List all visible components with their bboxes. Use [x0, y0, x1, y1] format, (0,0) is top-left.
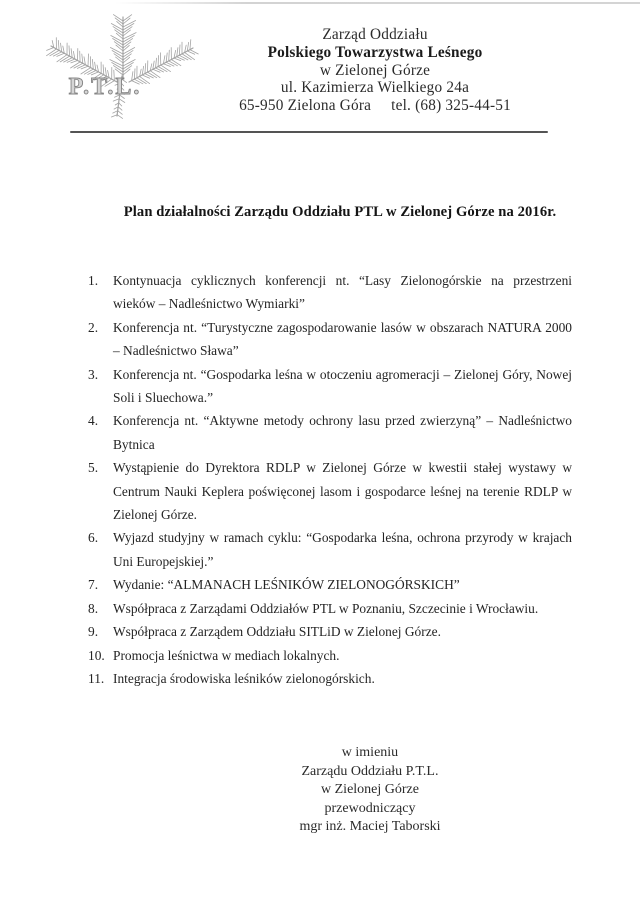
- list-item-number: 5.: [88, 460, 99, 476]
- org-name-line1: Zarząd Oddziału: [322, 26, 428, 43]
- signature-line: przewodniczący: [324, 800, 416, 816]
- list-item: [88, 644, 572, 667]
- org-name-line2: Polskiego Towarzystwa Leśnego: [267, 43, 483, 61]
- plan-list: [88, 269, 572, 690]
- list-item: [88, 526, 572, 573]
- signature-line: Zarządu Oddziału P.T.L.: [301, 763, 439, 779]
- list-item-text: Promocja leśnictwa w mediach lokalnych.: [113, 647, 340, 663]
- list-item-text: Wystąpienie do Dyrektora RDLP w Zielonej Górze w kwestii stałej wystawy w Centrum Nauki Keplera poświęconej lasom i gospodarce leśnej na terenie RDLP w Zielonej Górze.: [113, 460, 572, 523]
- list-item: [88, 316, 572, 363]
- signature-line: mgr inż. Maciej Taborski: [299, 819, 441, 835]
- header-divider: [70, 131, 548, 133]
- list-item: [88, 573, 572, 596]
- ptl-logo: [45, 14, 200, 120]
- org-address: ul. Kazimierza Wielkiego 24a: [280, 79, 470, 97]
- scan-artifact-line: [115, 2, 640, 4]
- list-item: [88, 667, 572, 690]
- list-item-number: 1.: [88, 273, 99, 288]
- signature-line: w Zielonej Górze: [321, 782, 419, 798]
- list-item-text: Konferencja nt. “Turystyczne zagospodarowanie lasów w obszarach NATURA 2000 – Nadleśnictwo Sława”: [113, 319, 572, 359]
- org-postal-phone-line: [200, 97, 550, 115]
- list-item-text: Wyjazd studyjny w ramach cyklu: “Gospodarka leśna, ochrona przyrody w krajach Uni Europejskiej.”: [113, 530, 572, 569]
- list-item-number: 3.: [88, 366, 99, 382]
- list-item-text: Współpraca z Zarządami Oddziałów PTL w Poznaniu, Szczecinie i Wrocławiu.: [113, 600, 539, 616]
- list-item: [88, 456, 572, 526]
- list-item-number: 11.: [88, 670, 105, 686]
- list-item-text: Kontynuacja cyklicznych konferencji nt. “Lasy Zielonogórskie na przestrzeni wieków – Nadleśnictwo Wymiarki”: [113, 273, 572, 312]
- list-item-number: 6.: [88, 530, 99, 546]
- list-item-text: Współpraca z Zarządem Oddziału SITLiD w Zielonej Górze.: [113, 624, 441, 640]
- list-item: [88, 363, 572, 410]
- list-item-number: 9.: [88, 624, 99, 640]
- letterhead: [200, 26, 550, 115]
- org-postal-city: 65-950 Zielona Góra: [239, 97, 372, 115]
- pine-branches-illustration: [47, 15, 199, 119]
- ptl-logo-letters: P.T.L.: [68, 74, 142, 100]
- document-title: Plan działalności Zarządu Oddziału PTL w Zielonej Górze na 2016r.: [123, 204, 557, 220]
- list-item-number: 10.: [88, 647, 105, 663]
- list-item: [88, 620, 572, 643]
- list-item-text: Integracja środowiska leśników zielonogórskich.: [113, 670, 375, 686]
- list-item: [88, 409, 572, 456]
- signature-line: w imieniu: [341, 745, 399, 760]
- list-item-number: 4.: [88, 413, 99, 429]
- org-phone: tel. (68) 325-44-51: [391, 97, 511, 115]
- list-item-text: Wydanie: “ALMANACH LEŚNIKÓW ZIELONOGÓRSKICH”: [113, 577, 460, 593]
- list-item: [88, 597, 572, 620]
- list-item-number: 7.: [88, 577, 99, 593]
- list-item-text: Konferencja nt. “Aktywne metody ochrony lasu przed zwierzyną” – Nadleśnictwo Bytnica: [113, 413, 572, 452]
- list-item: [88, 269, 572, 316]
- list-item-number: 8.: [88, 600, 99, 616]
- list-item-text: Konferencja nt. “Gospodarka leśna w otoczeniu agromeracji – Zielonej Góry, Nowej Soli i Sluechowa.”: [113, 366, 572, 406]
- list-item-number: 2.: [88, 319, 99, 335]
- signature-block: [245, 744, 495, 837]
- org-city: w Zielonej Górze: [319, 61, 431, 79]
